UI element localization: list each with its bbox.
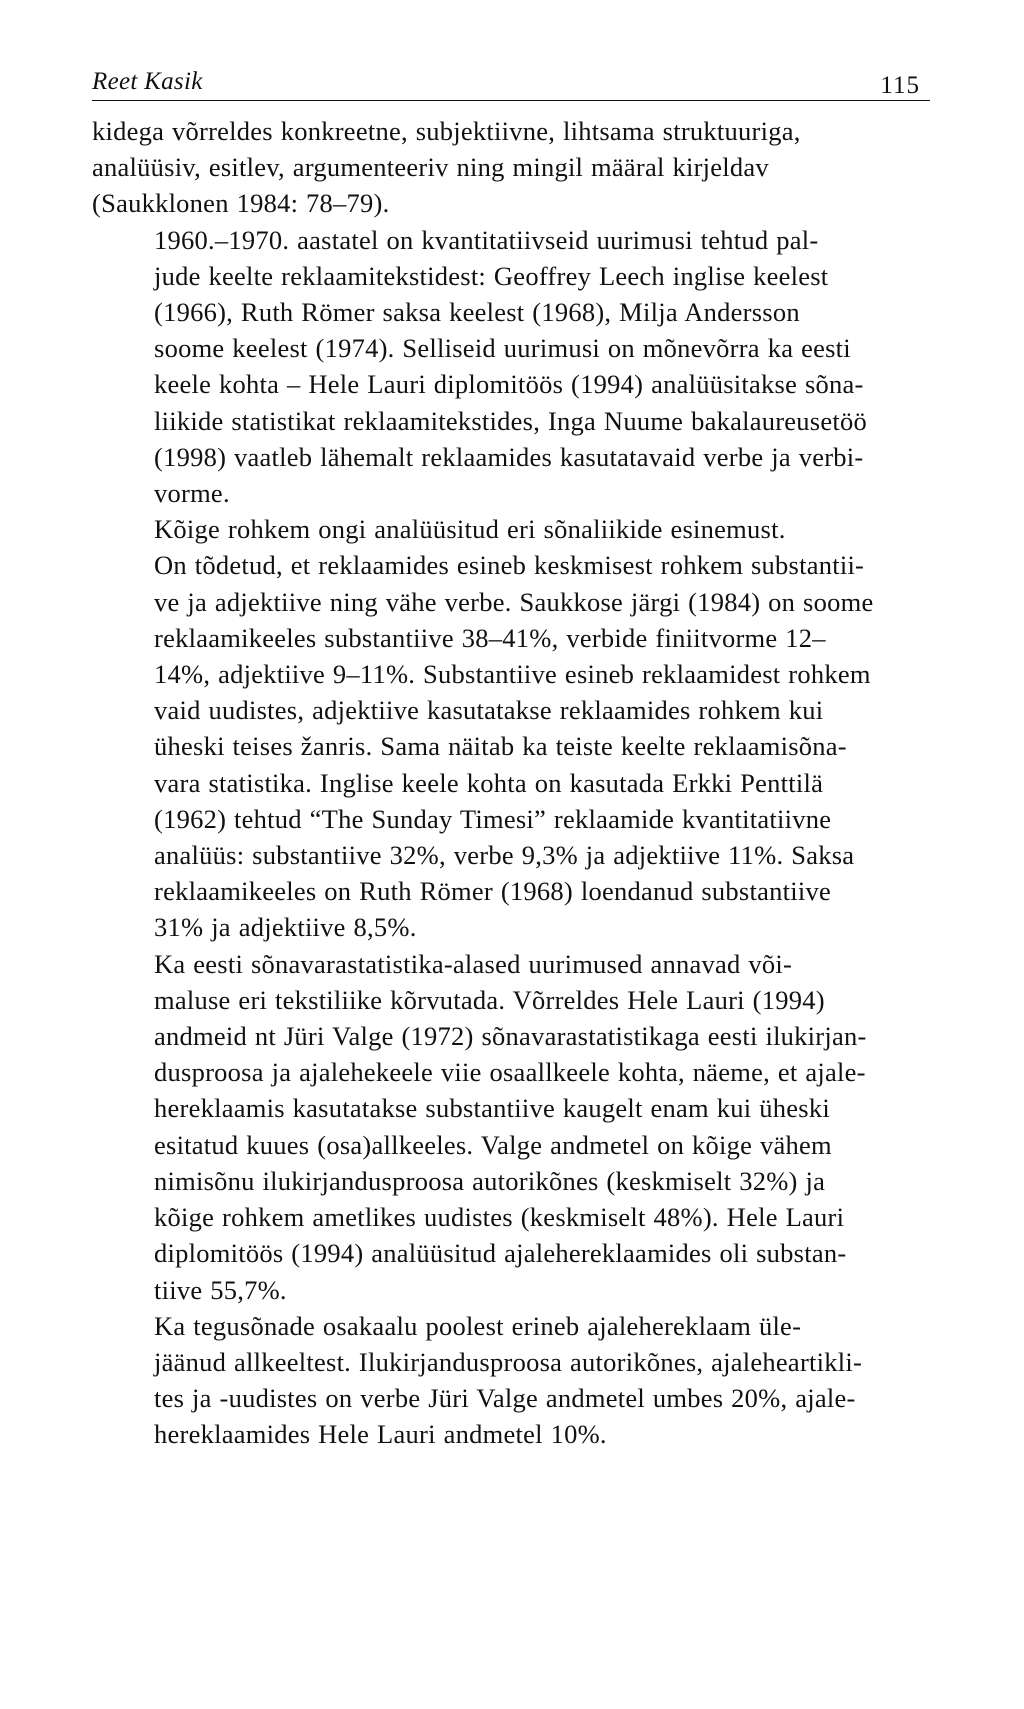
text-line: dusproosa ja ajalehekeele viie osaallkeele kohta, näeme, et ajale-: [154, 1057, 866, 1088]
running-header: [92, 66, 930, 101]
text-line: 31% ja adjektiive 8,5%.: [154, 912, 417, 943]
body-text: [92, 113, 930, 1453]
paragraph-4: [92, 946, 930, 1308]
text-line: maluse eri tekstiliike kõrvutada. Võrreldes Hele Lauri (1994): [154, 984, 825, 1015]
text-line: 1960.–1970. aastatel on kvantitatiivseid uurimusi tehtud pal-: [154, 224, 819, 255]
text-line: analüüs: substantiive 32%, verbe 9,3% ja adjektiive 11%. Saksa: [154, 840, 855, 871]
text-line: jude keelte reklaamitekstidest: Geoffrey Leech inglise keelest: [154, 260, 829, 291]
text-line: keele kohta – Hele Lauri diplomitöös (1994) analüüsitakse sõna-: [154, 369, 864, 400]
text-line: Kõige rohkem ongi analüüsitud eri sõnaliikide esinemust.: [154, 514, 786, 545]
text-line: esitatud kuues (osa)allkeeles. Valge andmetel on kõige vähem: [154, 1129, 832, 1160]
text-line: jäänud allkeeltest. Ilukirjandusproosa autorikõnes, ajaleheartikli-: [154, 1346, 863, 1377]
text-line: kidega võrreldes konkreetne, subjektiivne, lihtsama struktuuriga,: [92, 116, 801, 146]
text-line: reklaamikeeles substantiive 38–41%, verbide finiitvorme 12–: [154, 622, 826, 653]
text-line: vaid uudistes, adjektiive kasutatakse reklaamides rohkem kui: [154, 695, 824, 726]
text-line: tes ja -uudistes on verbe Jüri Valge andmetel umbes 20%, ajale-: [154, 1383, 856, 1414]
text-line: kõige rohkem ametlikes uudistes (keskmiselt 48%). Hele Lauri: [154, 1202, 845, 1233]
text-line: analüüsiv, esitlev, argumenteeriv ning mingil määral kirjeldav: [92, 152, 769, 183]
text-line: tiive 55,7%.: [154, 1274, 287, 1305]
text-line: ve ja adjektiive ning vähe verbe. Saukkose järgi (1984) on soome: [154, 586, 874, 617]
text-line: nimisõnu ilukirjandusproosa autorikõnes (keskmiselt 32%) ja: [154, 1165, 826, 1196]
text-line: vorme.: [154, 478, 230, 509]
running-head-author: Reet Kasik: [92, 68, 203, 95]
document-page: [92, 66, 930, 1453]
text-line: On tõdetud, et reklaamides esineb keskmisest rohkem substantii-: [154, 550, 865, 581]
text-line: üheski teises žanris. Sama näitab ka teiste keelte reklaamisõna-: [154, 731, 847, 762]
text-line: (1966), Ruth Römer saksa keelest (1968), Milja Andersson: [154, 297, 800, 328]
paragraph-3: [92, 511, 930, 945]
text-line: Ka tegusõnade osakaalu poolest erineb ajalehereklaam üle-: [154, 1310, 802, 1341]
page-number: 115: [880, 72, 920, 99]
paragraph-1: [92, 113, 930, 222]
paragraph-5: [92, 1308, 930, 1453]
text-line: (1998) vaatleb lähemalt reklaamides kasutatavaid verbe ja verbi-: [154, 441, 864, 472]
text-line: 14%, adjektiive 9–11%. Substantiive esineb reklaamidest rohkem: [154, 659, 871, 690]
text-line: liikide statistikat reklaamitekstides, Inga Nuume bakalaureusetöö: [154, 405, 867, 436]
text-line: diplomitöös (1994) analüüsitud ajalehereklaamides oli substan-: [154, 1238, 847, 1269]
text-line: hereklaamis kasutatakse substantiive kaugelt enam kui üheski: [154, 1093, 830, 1124]
text-line: soome keelest (1974). Selliseid uurimusi on mõnevõrra ka eesti: [154, 333, 851, 364]
text-line: (1962) tehtud “The Sunday Timesi” reklaamide kvantitatiivne: [154, 803, 832, 834]
paragraph-2: [92, 222, 930, 512]
text-line: hereklaamides Hele Lauri andmetel 10%.: [154, 1419, 607, 1450]
text-line: andmeid nt Jüri Valge (1972) sõnavarastatistikaga eesti ilukirjan-: [154, 1021, 867, 1052]
text-line: reklaamikeeles on Ruth Römer (1968) loendanud substantiive: [154, 876, 831, 907]
text-line: (Saukklonen 1984: 78–79).: [92, 188, 390, 219]
text-line: vara statistika. Inglise keele kohta on kasutada Erkki Penttilä: [154, 767, 824, 798]
text-line: Ka eesti sõnavarastatistika-alased uurimused annavad või-: [154, 948, 793, 979]
